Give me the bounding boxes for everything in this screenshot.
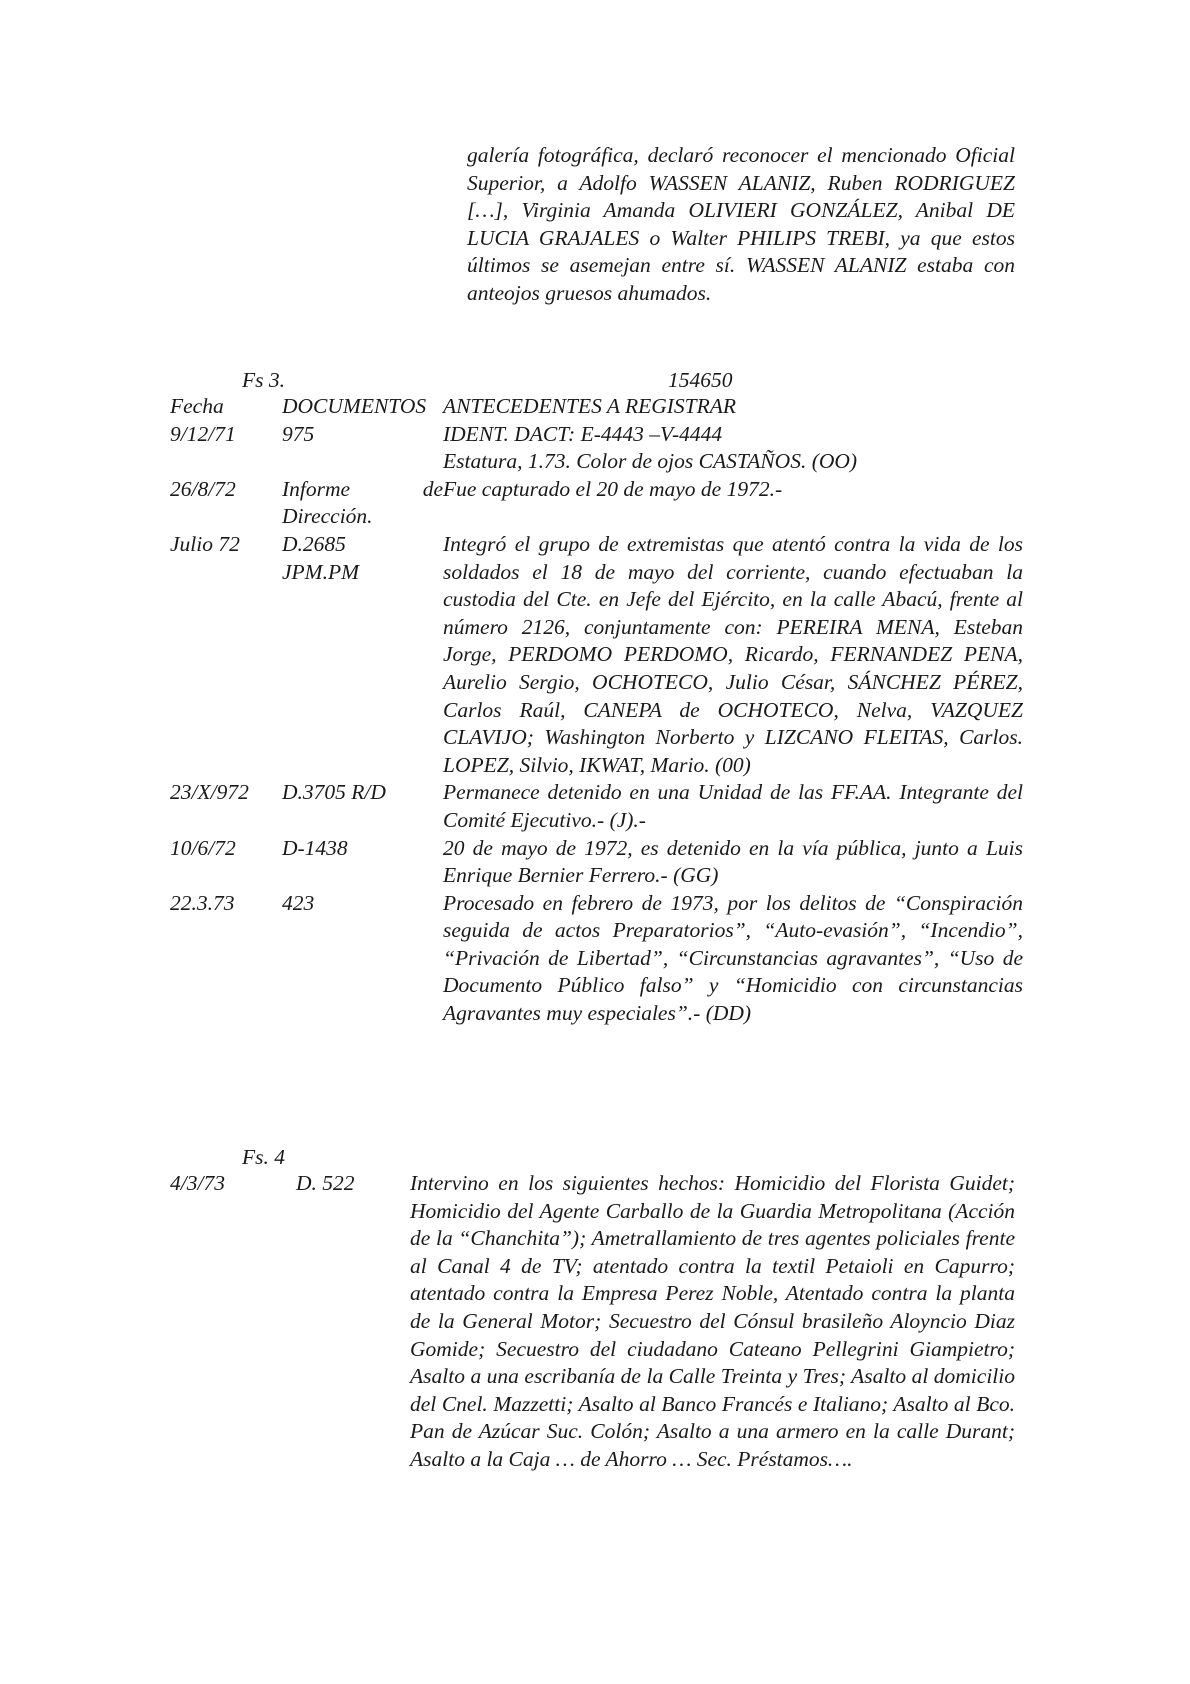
row-antecedente: Procesado en febrero de 1973, por los delitos de “Conspiración seguida de actos Preparatorios”, “Auto-evasión”, “Incendio”, “Privación de Libertad”, “Circunstancias agravantes”, “Uso de Documento Público falso” y “Homicidio con circunstancias Agravantes muy especiales”.- (DD) — [443, 890, 1023, 1026]
table-row — [170, 531, 1023, 779]
header-documentos: DOCUMENTOS — [282, 394, 427, 418]
row-fecha: 9/12/71 — [170, 421, 236, 446]
folio-label-fs3: Fs 3. — [242, 368, 285, 392]
row-documento: 423 — [282, 890, 315, 915]
row-documento: D.3705 R/D — [282, 780, 386, 805]
row-fecha: 10/6/72 — [170, 835, 236, 860]
table-row — [170, 890, 1023, 1028]
header-antecedentes: ANTECEDENTES A REGISTRAR — [443, 394, 737, 418]
row-documento: Informe de Dirección. — [282, 476, 443, 529]
row-documento: D. 522 — [296, 1171, 355, 1195]
antecedentes-table-fs4 — [170, 1170, 1015, 1474]
row-fecha: 22.3.73 — [170, 890, 235, 915]
row-documento: 975 — [282, 421, 315, 446]
header-fecha: Fecha — [170, 394, 224, 418]
row-fecha: 26/8/72 — [170, 476, 236, 501]
row-antecedente: 20 de mayo de 1972, es detenido en la vía pública, junto a Luis Enrique Bernier Ferrero.- (GG) — [443, 835, 1023, 888]
row-fecha: Julio 72 — [170, 531, 240, 556]
table-row — [170, 835, 1023, 890]
row-documento-line: D.2685 — [282, 531, 346, 556]
row-antecedente: Fue capturado el 20 de mayo de 1972.- — [443, 476, 783, 501]
row-fecha: 23/X/972 — [170, 780, 249, 805]
record-number: 154650 — [668, 368, 733, 392]
antecedentes-table — [170, 393, 1023, 1028]
table-row — [170, 1170, 1015, 1474]
row-antecedente — [443, 421, 1023, 476]
row-antecedente: Permanece detenido en una Unidad de las FF.AA. Integrante del Comité Ejecutivo.- (J).- — [443, 780, 1023, 832]
intro-paragraph: galería fotográfica, declaró reconocer el mencionado Oficial Superior, a Adolfo WASSEN ALANIZ, Ruben RODRIGUEZ […], Virginia Amanda OLIVIERI GONZÁLEZ, Anibal DE LUCIA GRAJALES o Walter PHILIPS TREBI, ya que estos últimos se asemejan entre sí. WASSEN ALANIZ estaba con anteojos gruesos ahumados. — [467, 143, 1015, 305]
row-documento: D-1438 — [282, 835, 348, 860]
table-header-row — [170, 393, 1023, 421]
table-row — [170, 421, 1023, 476]
folio-label-fs4: Fs. 4 — [242, 1145, 285, 1169]
row-documento-line: JPM.PM — [282, 559, 360, 584]
table-row — [170, 476, 1023, 531]
row-antecedente-line: IDENT. DACT: E-4443 –V-4444 — [443, 421, 723, 446]
row-antecedente-line: Estatura, 1.73. Color de ojos CASTAÑOS. (OO) — [443, 449, 858, 474]
row-documento — [282, 531, 443, 779]
row-antecedente: Intervino en los siguientes hechos: Homicidio del Florista Guidet; Homicidio del Agente Carballo de la Guardia Metropolitana (Acción de la “Chanchita”); Ametrallamiento de tres agentes policiales frente al Canal 4 de TV; atentado contra la textil Petaioli en Capurro; atentado contra la Empresa Perez Noble, Atentado contra la planta de la General Motor; Secuestro del Cónsul brasileño Aloyncio Diaz Gomide; Secuestro del ciudadano Cateano Pellegrini Giampietro; Asalto a una escribanía de la Calle Treinta y Tres; Asalto al domicilio del Cnel. Mazzetti; Asalto al Banco Francés e Italiano; Asalto al Bco. Pan de Azúcar Suc. Colón; Asalto a una armero en la calle Durant; Asalto a la Caja … de Ahorro … Sec. Préstamos…. — [410, 1171, 1015, 1471]
row-antecedente: Integró el grupo de extremistas que atentó contra la vida de los soldados el 18 de mayo del corriente, cuando efectuaban la custodia del Cte. en Jefe del Ejército, en la calle Abacú, frente al número 2126, conjuntamente con: PEREIRA MENA, Esteban Jorge, PERDOMO PERDOMO, Ricardo, FERNANDEZ PENA, Aurelio Sergio, OCHOTECO, Julio César, SÁNCHEZ PÉREZ, Carlos Raúl, CANEPA de OCHOTECO, Nelva, VAZQUEZ CLAVIJO; Washington Norberto y LIZCANO FLEITAS, Carlos. LOPEZ, Silvio, IKWAT, Mario. (00) — [443, 531, 1023, 777]
table-row — [170, 779, 1023, 834]
row-fecha: 4/3/73 — [170, 1171, 225, 1195]
